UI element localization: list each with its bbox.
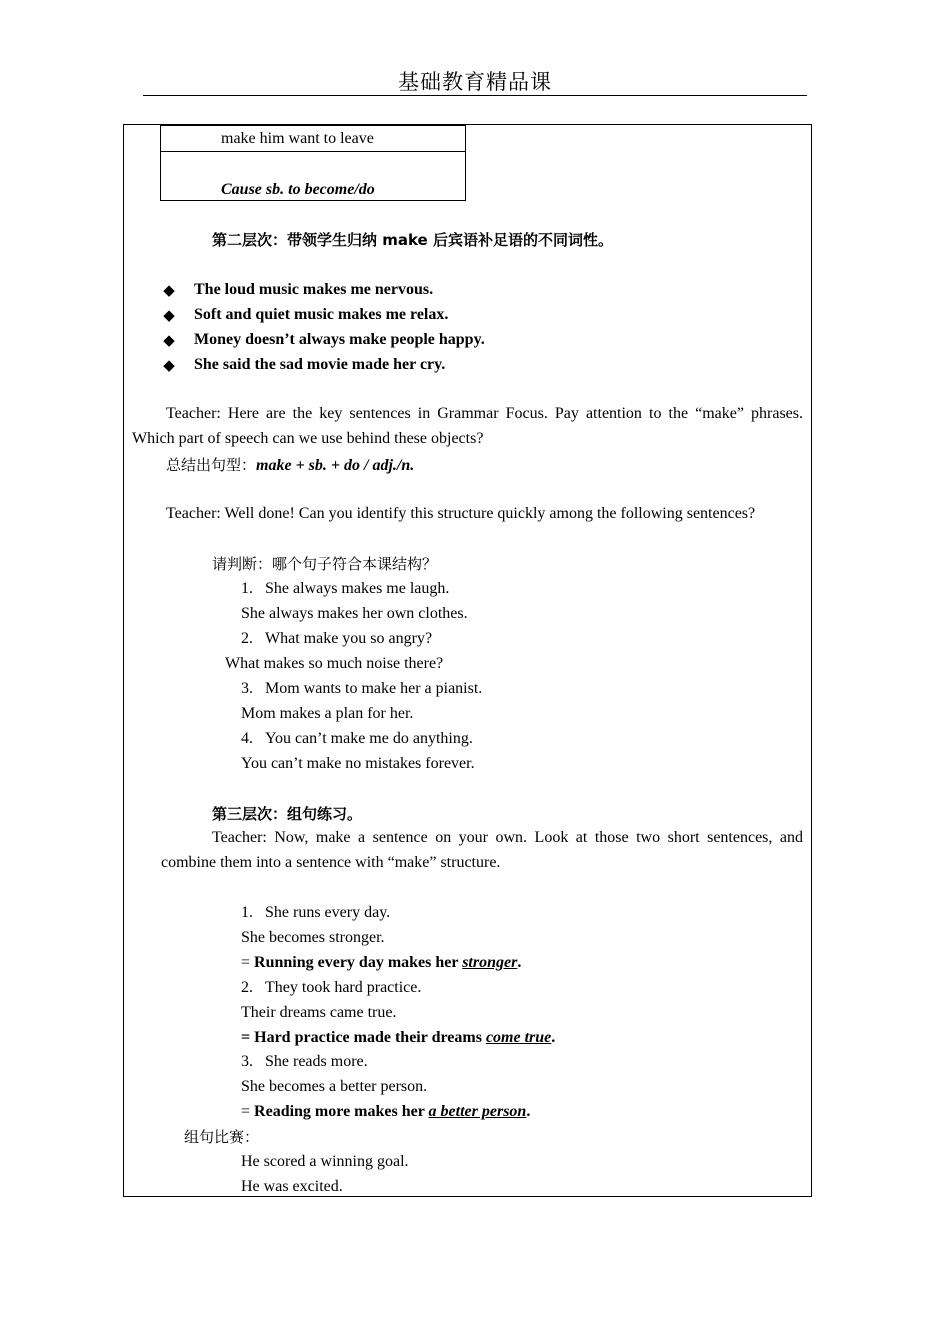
item-sentence: What make you so angry? xyxy=(265,630,433,647)
judge-item-second: What makes so much noise there? xyxy=(225,655,444,672)
exercise-item xyxy=(241,903,390,923)
bullet-sentence: Soft and quiet music makes me relax. xyxy=(194,306,449,323)
contest-sentence: He scored a winning goal. xyxy=(241,1153,409,1170)
exercise-sentence: She becomes stronger. xyxy=(241,929,385,946)
judge-item xyxy=(241,579,449,599)
judge-item-second: She always makes her own clothes. xyxy=(241,605,468,622)
answer-period: . xyxy=(551,1029,556,1046)
judge-item xyxy=(241,729,473,749)
diamond-bullet-icon: ◆ xyxy=(163,306,175,324)
equals-sign: = xyxy=(241,954,255,971)
diamond-bullet-icon: ◆ xyxy=(163,281,175,299)
item-number: 3. xyxy=(241,1053,253,1070)
phrase-table-cell-1: make him want to leave xyxy=(221,130,374,147)
teacher-paragraph-2: Teacher: Well done! Can you identify this structure quickly among the following sentences? xyxy=(166,505,756,522)
exercise-answer xyxy=(241,1102,530,1122)
answer-period: . xyxy=(517,954,522,971)
diamond-bullet-icon: ◆ xyxy=(163,331,175,349)
exercise-sentence: Their dreams came true. xyxy=(241,1004,397,1021)
equals-sign: = xyxy=(241,1103,255,1120)
judge-item xyxy=(241,629,432,649)
bullet-sentence: The loud music makes me nervous. xyxy=(194,281,434,298)
bullet-sentence: She said the sad movie made her cry. xyxy=(194,356,446,373)
item-number: 4. xyxy=(241,730,253,747)
phrase-table-cell-2: Cause sb. to become/do xyxy=(221,181,375,198)
item-number: 1. xyxy=(241,904,253,921)
item-sentence: She always makes me laugh. xyxy=(265,580,450,597)
level2-heading: 第二层次：带领学生归纳 make 后宾语补足语的不同词性。 xyxy=(212,231,613,249)
diamond-bullet-icon: ◆ xyxy=(163,356,175,374)
exercise-answer xyxy=(241,953,521,973)
item-number: 2. xyxy=(241,630,253,647)
exercise-item xyxy=(241,978,421,998)
answer-text: Running every day makes her xyxy=(254,954,463,971)
item-number: 2. xyxy=(241,979,253,996)
contest-sentence: He was excited. xyxy=(241,1178,343,1195)
summary-line xyxy=(166,455,414,476)
answer-highlight: come true xyxy=(485,1029,552,1046)
teacher-paragraph-1: Teacher: Here are the key sentences in Grammar Focus. Pay attention to the “make” phrases. Which part of speech can we use behind these objects? xyxy=(132,405,803,447)
answer-period: . xyxy=(526,1103,531,1120)
exercise-sentence: She reads more. xyxy=(265,1053,368,1070)
item-number: 3. xyxy=(241,680,253,697)
contest-label: 组句比赛： xyxy=(184,1128,260,1146)
exercise-answer xyxy=(241,1028,555,1048)
page-header-title: 基础教育精品课 xyxy=(398,70,552,94)
summary-formula: make + sb. + do / adj./n. xyxy=(256,457,415,474)
item-sentence: Mom wants to make her a pianist. xyxy=(265,680,483,697)
teacher-paragraph-3: Teacher: Now, make a sentence on your own. Look at those two short sentences, and combine them into a sentence with “make” structure. xyxy=(161,829,803,871)
exercise-sentence: She runs every day. xyxy=(265,904,391,921)
answer-highlight: stronger xyxy=(462,954,518,971)
item-number: 1. xyxy=(241,580,253,597)
summary-label: 总结出句型： xyxy=(166,456,257,474)
exercise-item xyxy=(241,1052,368,1072)
answer-text: Hard practice made their dreams xyxy=(254,1029,486,1046)
equals-sign: = xyxy=(241,1029,255,1046)
judge-item xyxy=(241,679,482,699)
judge-item-second: You can’t make no mistakes forever. xyxy=(241,755,475,772)
judge-prompt: 请判断：哪个句子符合本课结构？ xyxy=(212,555,438,573)
judge-item-second: Mom makes a plan for her. xyxy=(241,705,414,722)
answer-text: Reading more makes her xyxy=(254,1103,429,1120)
bullet-sentence: Money doesn’t always make people happy. xyxy=(194,331,485,348)
item-sentence: You can’t make me do anything. xyxy=(265,730,473,747)
exercise-sentence: She becomes a better person. xyxy=(241,1078,428,1095)
header-rule xyxy=(143,95,807,96)
exercise-sentence: They took hard practice. xyxy=(265,979,422,996)
answer-highlight: a better person xyxy=(428,1103,527,1120)
level3-heading: 第三层次：组句练习。 xyxy=(212,805,363,823)
